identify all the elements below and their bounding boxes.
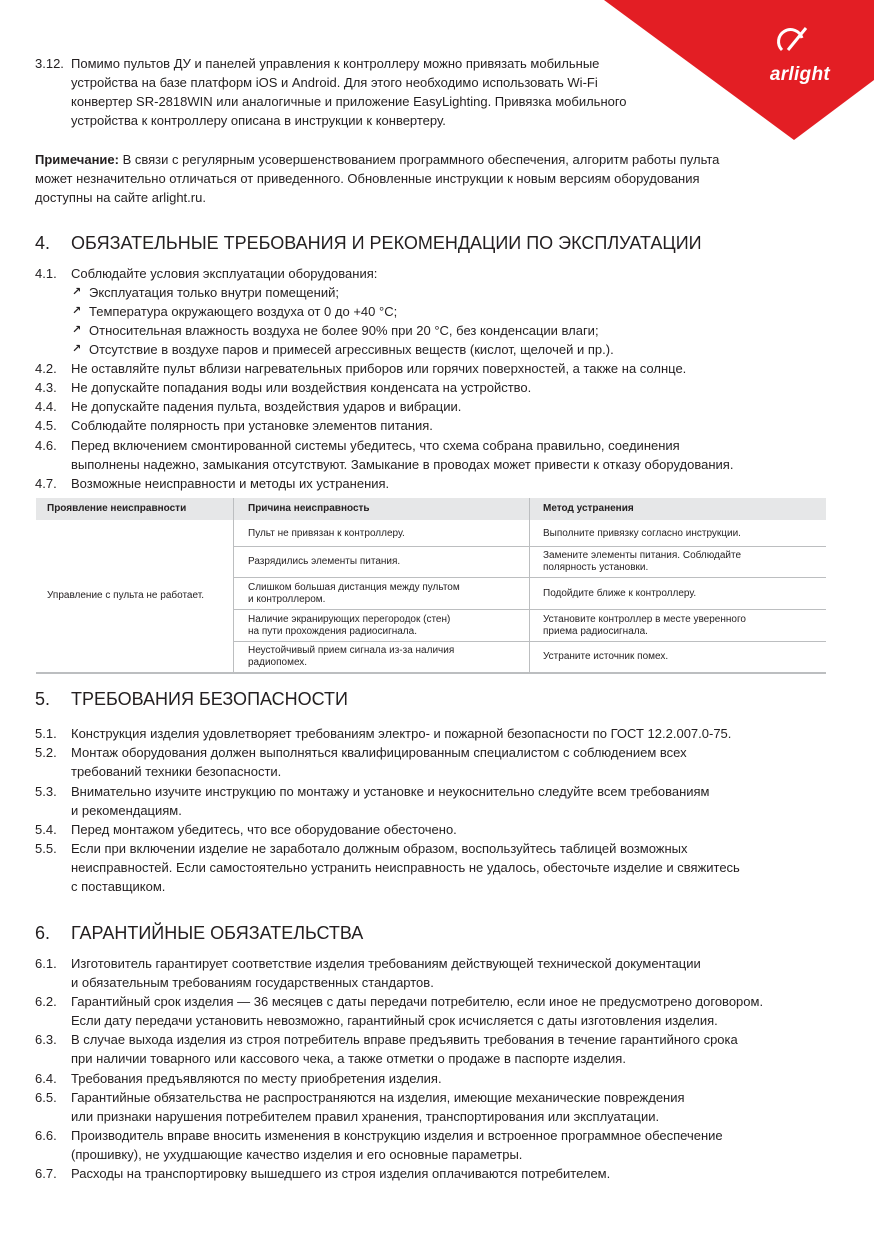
table-header-cell: Метод устранения [543, 503, 634, 514]
table-cell-cause: Пульт не привязан к контроллеру. [248, 527, 405, 539]
table-cell-cause: Наличие экранирующих перегородок (стен) на пути прохождения радиосигнала. [248, 613, 451, 637]
table-cell-fix: Установите контроллер в месте уверенного приема радиосигнала. [543, 613, 746, 637]
table-cell-symptom: Управление с пульта не работает. [47, 590, 204, 601]
brand-corner-banner [604, 0, 874, 140]
table-header-cell: Проявление неисправности [47, 503, 187, 514]
arrow-bullet-icon: ↗ [72, 343, 82, 355]
table-cell-fix: Выполните привязку согласно инструкции. [543, 527, 741, 539]
note-label: Примечание: [35, 152, 119, 167]
note-line: может незначительно отличаться от приведенного. Обновленные инструкции к новым версиям оборудования [35, 171, 700, 186]
troubleshooting-table [36, 498, 826, 674]
table-header-cell: Причина неисправность [248, 503, 370, 514]
arrow-bullet-icon: ↗ [72, 286, 82, 298]
note: Примечание: В связи с регулярным усовершенствованием программного обеспечения, алгоритм работы пульта [35, 152, 720, 167]
table-cell-cause: Слишком большая дистанция между пультом и контроллером. [248, 581, 460, 605]
table-cell-fix: Устраните источник помех. [543, 651, 669, 662]
table-cell-fix: Подойдите ближе к контроллеру. [543, 587, 697, 599]
note-line: доступны на сайте arlight.ru. [35, 190, 206, 205]
brand-logo: arlight [769, 64, 830, 85]
table-cell-cause: Неустойчивый прием сигнала из-за наличия радиопомех. [248, 645, 455, 668]
arrow-bullet-icon: ↗ [72, 305, 82, 317]
table-cell-fix: Замените элементы питания. Соблюдайте полярность установки. [543, 550, 742, 573]
arrow-bullet-icon: ↗ [72, 324, 82, 336]
table-cell-cause: Разрядились элементы питания. [248, 556, 401, 567]
